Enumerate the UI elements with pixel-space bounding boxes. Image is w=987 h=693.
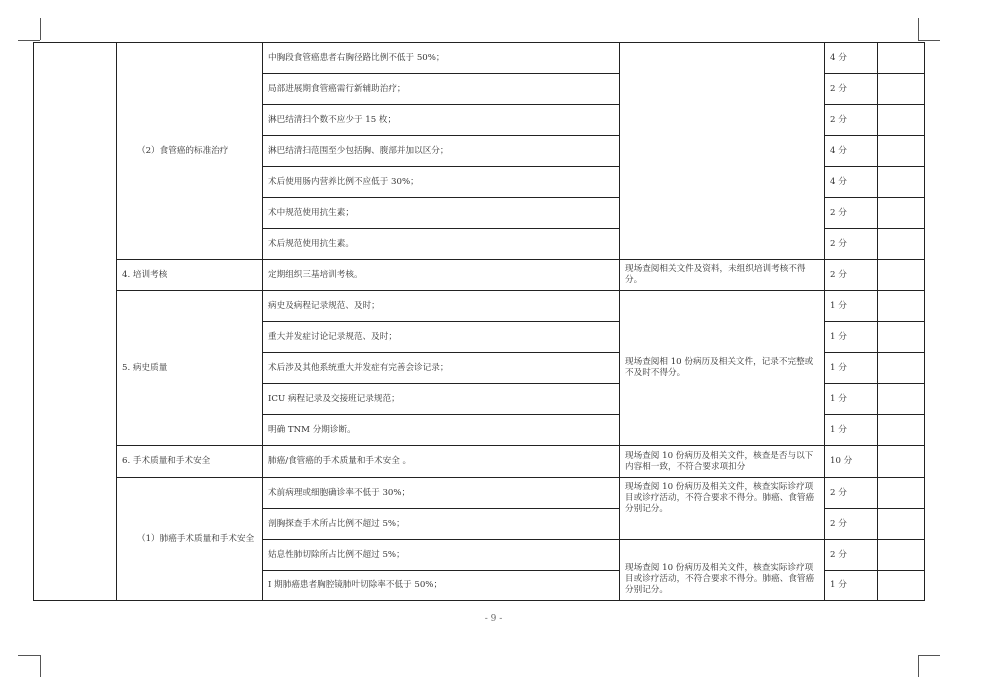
item-cell: 中胸段食管癌患者右胸径路比例不低于 50%；	[263, 43, 620, 74]
result-cell	[878, 43, 925, 74]
score-cell: 2 分	[825, 229, 878, 260]
score-cell: 2 分	[825, 509, 878, 540]
result-cell	[878, 260, 925, 291]
category-cell: （1）肺癌手术质量和手术安全	[117, 478, 263, 601]
item-cell: ICU 病程记录及交接班记录规范；	[263, 384, 620, 415]
crop-mark	[918, 655, 919, 677]
result-cell	[878, 540, 925, 571]
result-cell	[878, 478, 925, 509]
item-cell: 术后规范使用抗生素。	[263, 229, 620, 260]
page-number: - 9 -	[484, 614, 503, 624]
result-cell	[878, 415, 925, 446]
score-cell: 2 分	[825, 540, 878, 571]
crop-mark	[40, 18, 41, 40]
category-cell: 6. 手术质量和手术安全	[117, 446, 263, 478]
crop-mark	[918, 18, 919, 40]
item-cell: 重大并发症讨论记录规范、及时；	[263, 322, 620, 353]
item-cell: 明确 TNM 分期诊断。	[263, 415, 620, 446]
score-cell: 1 分	[825, 571, 878, 601]
item-cell: 术后使用肠内营养比例不应低于 30%；	[263, 167, 620, 198]
item-cell: 术前病理或细胞确诊率不低于 30%；	[263, 478, 620, 509]
crop-mark	[40, 655, 41, 677]
result-cell	[878, 353, 925, 384]
table-row	[34, 43, 925, 74]
score-cell: 10 分	[825, 446, 878, 478]
table-row	[34, 478, 925, 509]
result-cell	[878, 198, 925, 229]
crop-mark	[918, 655, 940, 656]
category-cell: （2）食管癌的标准治疗	[117, 43, 263, 260]
result-cell	[878, 167, 925, 198]
score-cell: 2 分	[825, 260, 878, 291]
table-row	[34, 446, 925, 478]
score-cell: 4 分	[825, 167, 878, 198]
crop-mark	[18, 655, 40, 656]
method-cell: 现场查阅 10 份病历及相关文件，核查是否与以下内容相一致，不符合要求项扣分	[620, 446, 825, 478]
crop-mark	[918, 40, 940, 41]
method-cell: 现场查阅 10 份病历及相关文件，核查实际诊疗项目或诊疗活动，不符合要求不得分。肺癌、食管癌分别记分。	[620, 478, 825, 540]
score-cell: 2 分	[825, 478, 878, 509]
item-cell: 病史及病程记录规范、及时；	[263, 291, 620, 322]
result-cell	[878, 322, 925, 353]
score-cell: 1 分	[825, 384, 878, 415]
result-cell	[878, 291, 925, 322]
score-cell: 2 分	[825, 74, 878, 105]
item-cell: 淋巴结清扫个数不应少于 15 枚；	[263, 105, 620, 136]
method-cell: 现场查阅相 10 份病历及相关文件，记录不完整或不及时不得分。	[620, 291, 825, 446]
score-cell: 2 分	[825, 105, 878, 136]
score-cell: 2 分	[825, 198, 878, 229]
item-cell: 姑息性肺切除所占比例不超过 5%；	[263, 540, 620, 571]
item-cell: 剖胸探查手术所占比例不超过 5%；	[263, 509, 620, 540]
item-cell: I 期肺癌患者胸腔镜肺叶切除率不低于 50%；	[263, 571, 620, 601]
table-row	[34, 291, 925, 322]
score-cell: 1 分	[825, 322, 878, 353]
item-cell: 肺癌/食管癌的手术质量和手术安全 。	[263, 446, 620, 478]
result-cell	[878, 136, 925, 167]
score-cell: 1 分	[825, 415, 878, 446]
item-cell: 术中规范使用抗生素；	[263, 198, 620, 229]
evaluation-table	[33, 42, 925, 601]
item-cell: 淋巴结清扫范围至少包括胸、腹部并加以区分；	[263, 136, 620, 167]
method-cell: 现场查阅 10 份病历及相关文件，核查实际诊疗项目或诊疗活动，不符合要求不得分。肺癌、食管癌分别记分。	[620, 540, 825, 601]
score-cell: 1 分	[825, 291, 878, 322]
item-cell: 定期组织三基培训考核。	[263, 260, 620, 291]
category-cell: 4. 培训考核	[117, 260, 263, 291]
result-cell	[878, 446, 925, 478]
item-cell: 局部进展期食管癌需行新辅助治疗；	[263, 74, 620, 105]
result-cell	[878, 229, 925, 260]
score-cell: 1 分	[825, 353, 878, 384]
score-cell: 4 分	[825, 136, 878, 167]
score-cell: 4 分	[825, 43, 878, 74]
result-cell	[878, 571, 925, 601]
section-cell	[34, 43, 117, 601]
method-cell	[620, 43, 825, 260]
result-cell	[878, 509, 925, 540]
result-cell	[878, 105, 925, 136]
result-cell	[878, 74, 925, 105]
result-cell	[878, 384, 925, 415]
crop-mark	[18, 40, 40, 41]
category-cell: 5. 病史质量	[117, 291, 263, 446]
method-cell: 现场查阅相关文件及资料，未组织培训考核不得分。	[620, 260, 825, 291]
table-row	[34, 260, 925, 291]
item-cell: 术后涉及其他系统重大并发症有完善会诊记录；	[263, 353, 620, 384]
